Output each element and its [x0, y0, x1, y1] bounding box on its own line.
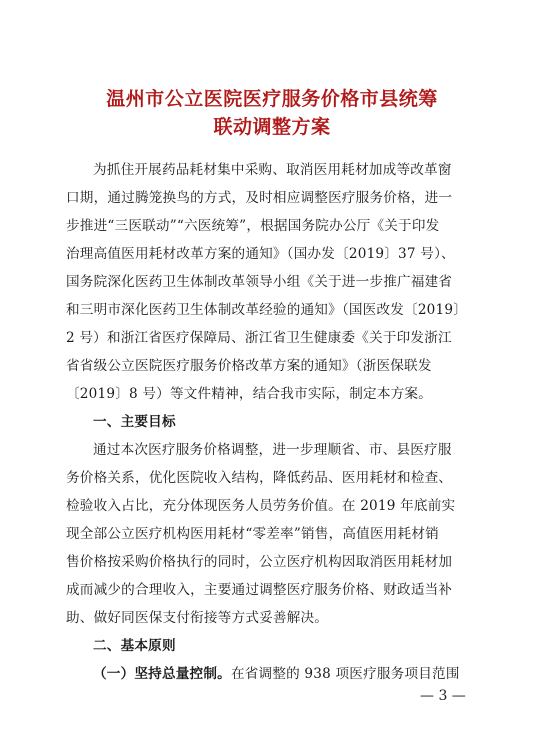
section-1-line-1: 通过本次医疗服务价格调整，进一步理顺省、市、县医疗服	[93, 442, 452, 458]
intro-line-9: 〔2019〕8 号）等文件精神，结合我市实际，制定本方案。	[66, 386, 433, 402]
intro-line-2: 口期，通过腾笼换鸟的方式，及时相应调整医疗服务价格，进一	[66, 190, 453, 206]
section-2-heading: 二、基本原则	[93, 638, 176, 654]
page-number: — 3 —	[420, 688, 466, 704]
intro-line-6: 和三明市深化医药卫生体制改革经验的通知》（国医改发〔2019〕	[66, 302, 468, 318]
document-title-line-1: 温州市公立医院医疗服务价格市县统筹	[106, 88, 438, 110]
intro-line-1: 为抓住开展药品耗材集中采购、取消医用耗材加成等改革窗	[93, 162, 452, 178]
intro-line-4: 治理高值医用耗材改革方案的通知》（国办发〔2019〕37 号）、	[66, 246, 455, 262]
section-1-line-6: 成而减少的合理收入，主要通过调整医疗服务价格、财政适当补	[66, 582, 453, 598]
section-1-line-2: 务价格关系，优化医院收入结构，降低药品、医用耗材和检查、	[66, 470, 453, 486]
principle-1-line	[93, 662, 513, 682]
intro-line-8: 省省级公立医院医疗服务价格改革方案的通知》（浙医保联发	[66, 358, 432, 374]
principle-1-label: （一）坚持总量控制。	[93, 666, 231, 682]
section-1-line-7: 助、做好同医保支付衔接等方式妥善解决。	[66, 610, 329, 626]
intro-line-7: 2 号）和浙江省医疗保障局、浙江省卫生健康委《关于印发浙江	[66, 330, 452, 346]
intro-line-3: 步推进“三医联动”“六医统筹”，根据国务院办公厅《关于印发	[66, 218, 440, 234]
principle-1-text: 在省调整的 938 项医疗服务项目范围	[230, 666, 460, 682]
intro-line-5: 国务院深化医药卫生体制改革领导小组《关于进一步推广福建省	[66, 274, 453, 290]
section-1-line-3: 检验收入占比，充分体现医务人员劳务价值。在 2019 年底前实	[66, 498, 456, 514]
section-1-line-5: 售价格按采购价格执行的同时，公立医疗机构因取消医用耗材加	[66, 554, 453, 570]
document-title-line-2: 联动调整方案	[213, 116, 331, 138]
section-1-line-4: 现全部公立医疗机构医用耗材“零差率”销售，高值医用耗材销	[66, 526, 439, 542]
section-1-heading: 一、主要目标	[93, 414, 176, 430]
